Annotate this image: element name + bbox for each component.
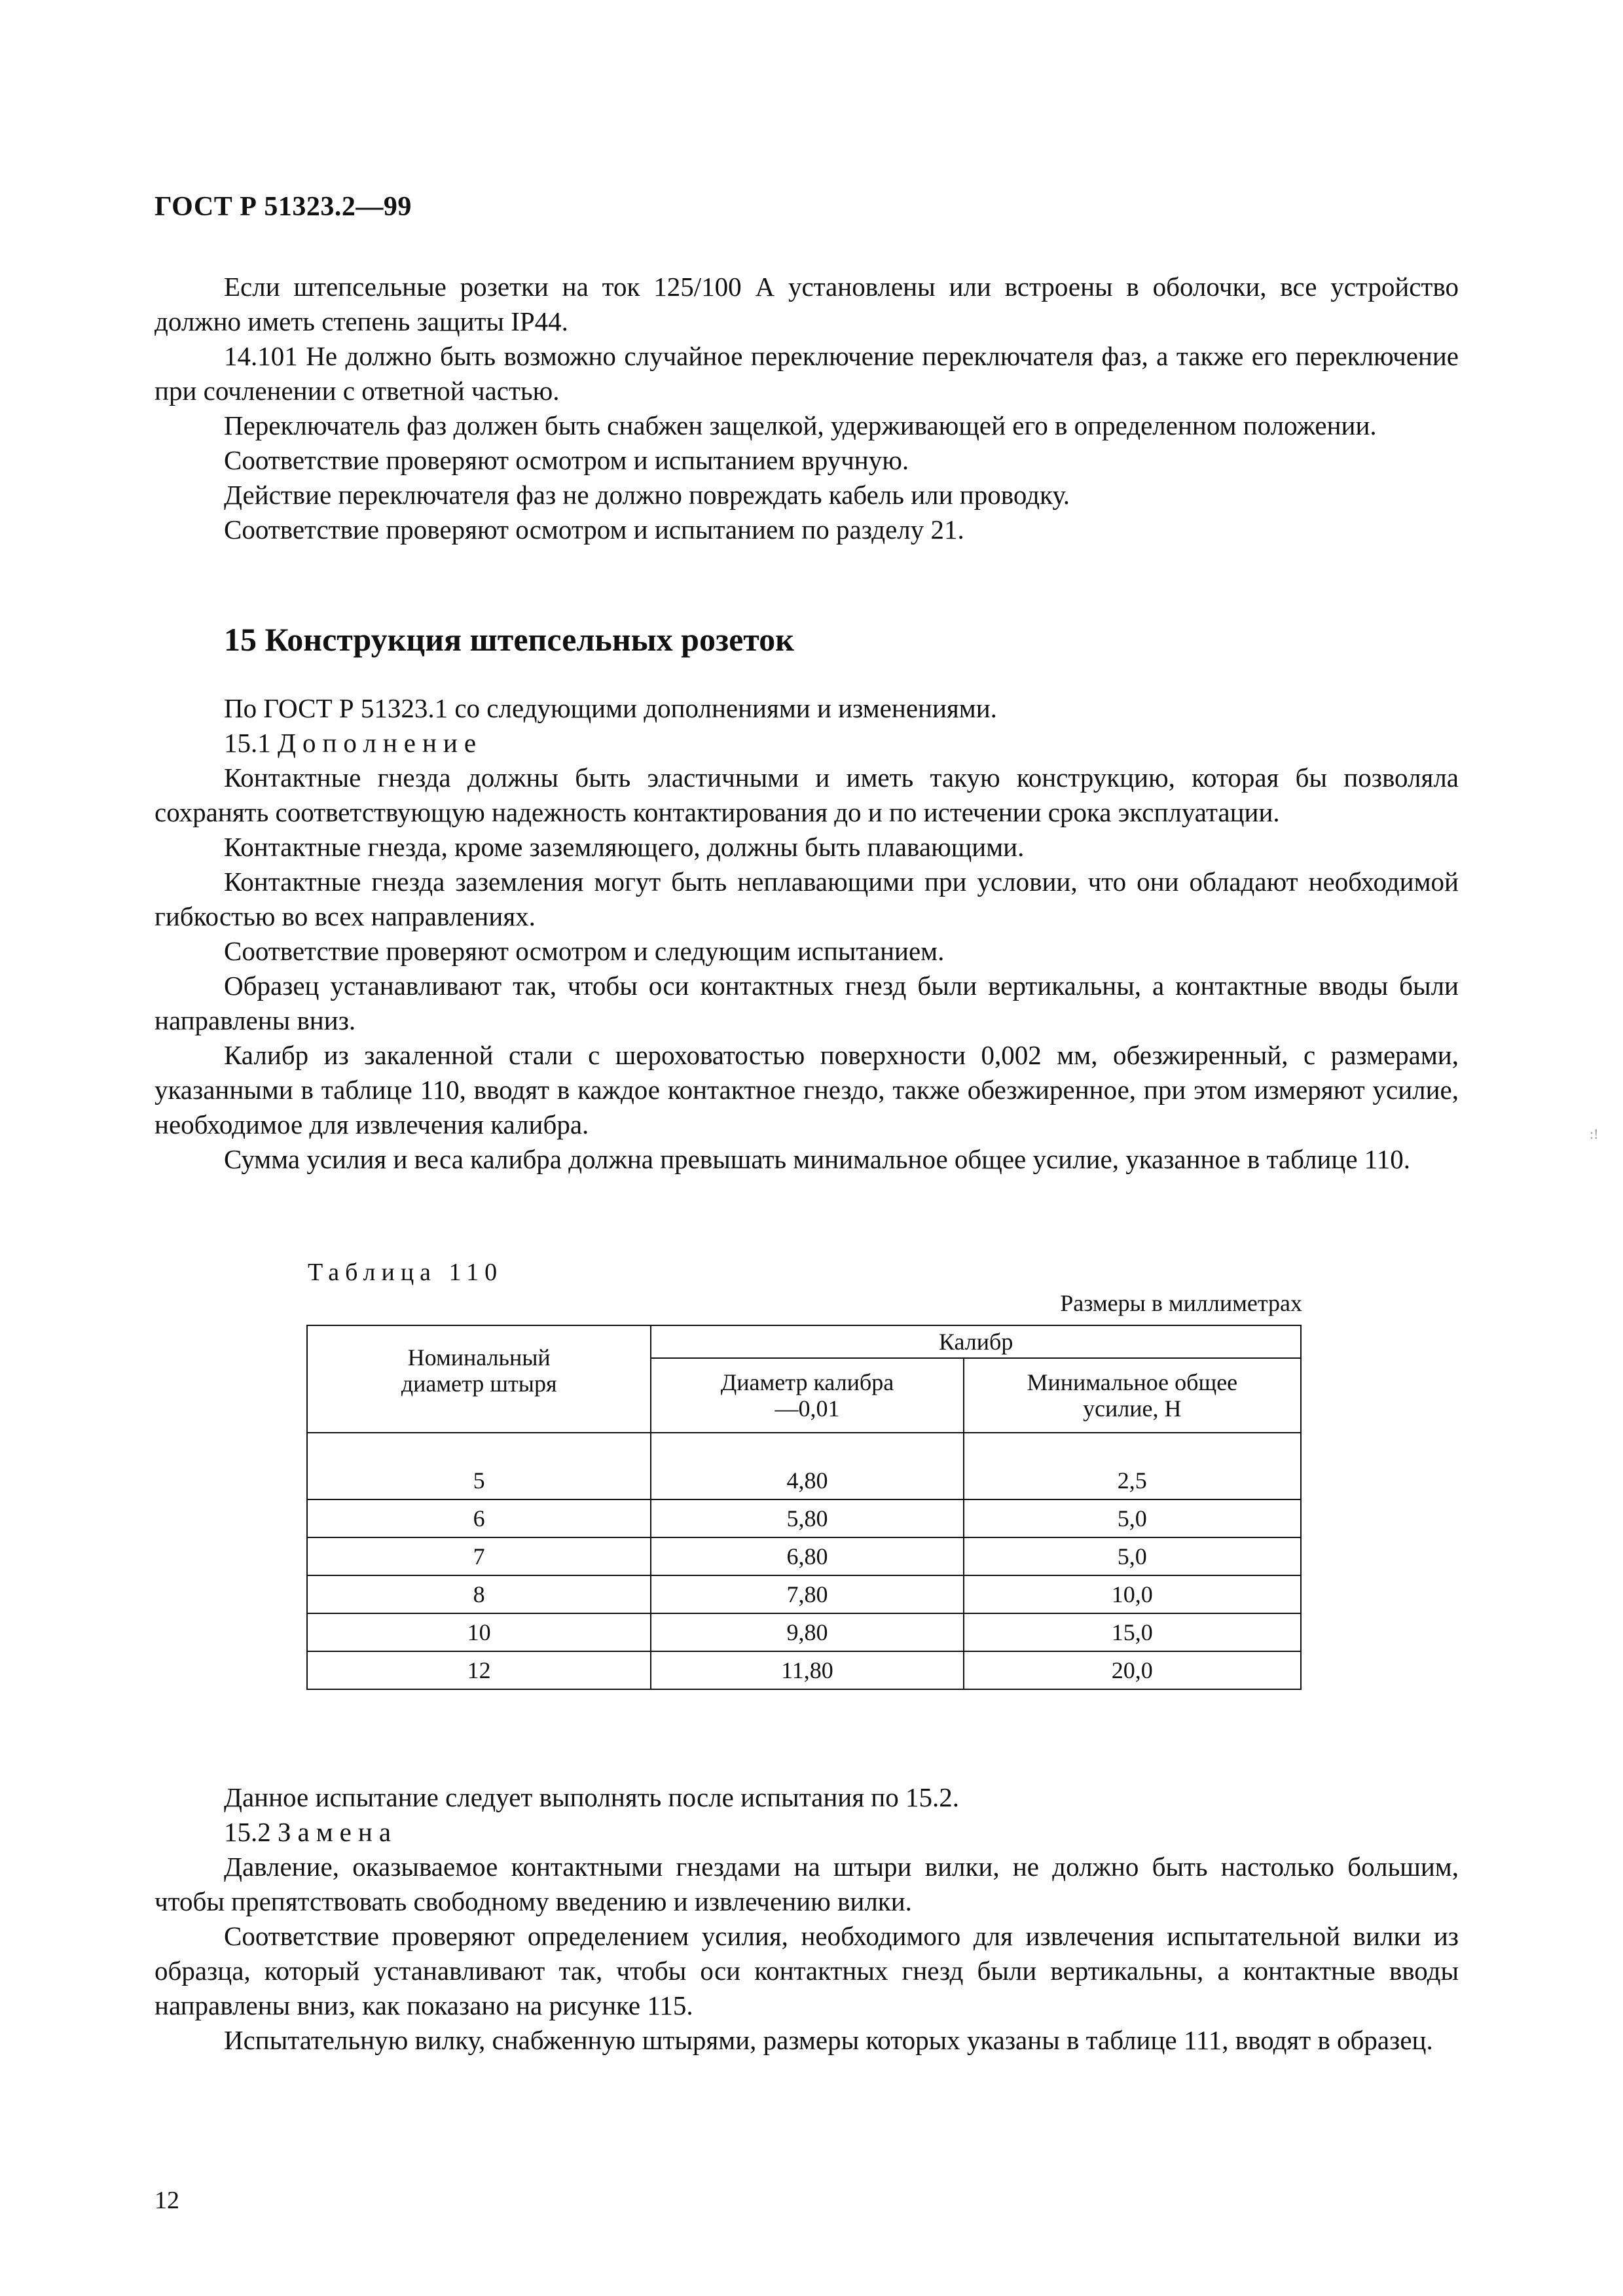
- dimensions-table: [306, 1325, 1302, 1690]
- subsection-number: 15.1: [224, 728, 271, 758]
- document-code-header: ГОСТ Р 51323.2—99: [155, 192, 412, 222]
- cell-nominal-diameter: 10: [307, 1613, 651, 1651]
- scan-margin-mark: :!: [1590, 1126, 1599, 1142]
- cell-nominal-diameter: 12: [307, 1651, 651, 1689]
- cell-min-force: 15,0: [964, 1613, 1301, 1651]
- subsection-number: 15.2: [224, 1817, 271, 1847]
- paragraph: Давление, оказываемое контактными гнездами на штыри вилки, не должно быть настолько большим, чтобы препятствовать свободному введению и извлечению вилки.: [155, 1852, 1459, 1916]
- subsection-type: Дополнение: [278, 728, 483, 758]
- paragraph: Если штепсельные розетки на ток 125/100 А установлены или встроены в оболочки, все устройство должно иметь степень защиты IP44.: [155, 272, 1459, 336]
- cell-min-force: 5,0: [964, 1499, 1301, 1537]
- table-units-note: Размеры в миллиметрах: [1060, 1290, 1302, 1316]
- cell-nominal-diameter: 6: [307, 1499, 651, 1537]
- column-header-nominal-diameter: Номинальный диаметр штыря: [307, 1325, 651, 1433]
- table-caption-word: Таблица: [308, 1259, 437, 1286]
- page-number: 12: [155, 2187, 179, 2214]
- paragraph: Действие переключателя фаз не должно повреждать кабель или проводку.: [224, 480, 1070, 510]
- cell-gauge-diameter: 7,80: [651, 1575, 963, 1613]
- cell-gauge-diameter: 6,80: [651, 1537, 963, 1575]
- paragraph: Контактные гнезда заземления могут быть неплавающими при условии, что они обладают необходимой гибкостью во всех направлениях.: [155, 867, 1459, 931]
- table-row: [307, 1575, 1301, 1613]
- table-row: [307, 1499, 1301, 1537]
- section-heading: 15 Конструкция штепсельных розеток: [224, 621, 794, 658]
- text-block-2: [155, 691, 1459, 1177]
- cell-gauge-diameter: 5,80: [651, 1499, 963, 1537]
- paragraph: Данное испытание следует выполнять после испытания по 15.2.: [224, 1782, 959, 1812]
- cell-min-force: 2,5: [964, 1462, 1301, 1499]
- column-group-header-gauge: Калибр: [651, 1325, 1301, 1358]
- paragraph: Переключатель фаз должен быть снабжен защелкой, удерживающей его в определенном положении.: [224, 410, 1377, 440]
- table-row: [307, 1537, 1301, 1575]
- paragraph: Сумма усилия и веса калибра должна превышать минимальное общее усилие, указанное в таблице 110.: [224, 1144, 1411, 1174]
- cell-nominal-diameter: 5: [307, 1462, 651, 1499]
- paragraph: Соответствие проверяют определением усилия, необходимого для извлечения испытательной вилки из образца, который устанавливают так, чтобы оси контактных гнезд были вертикальны, а контактные вводы направлены вниз, как показано на рисунке 115.: [155, 1921, 1459, 2020]
- paragraph: Соответствие проверяют осмотром и испытанием вручную.: [224, 445, 909, 475]
- cell-gauge-diameter: 4,80: [651, 1462, 963, 1499]
- subsection-heading: [155, 1815, 1459, 1850]
- table-row: [307, 1462, 1301, 1499]
- cell-min-force: 20,0: [964, 1651, 1301, 1689]
- cell-gauge-diameter: 11,80: [651, 1651, 963, 1689]
- paragraph: Контактные гнезда должны быть эластичными и иметь такую конструкцию, которая бы позволяла сохранять соответствующую надежность контактирования до и по истечении срока эксплуатации.: [155, 762, 1459, 827]
- text-block-1: [155, 270, 1459, 547]
- cell-gauge-diameter: 9,80: [651, 1613, 963, 1651]
- table-caption-number: 110: [448, 1259, 503, 1286]
- text-block-3: [155, 1780, 1459, 2058]
- paragraph: Образец устанавливают так, чтобы оси контактных гнезд были вертикальны, а контактные вводы были направлены вниз.: [155, 971, 1459, 1035]
- cell-min-force: 10,0: [964, 1575, 1301, 1613]
- table-spacer-row: [307, 1433, 1301, 1462]
- cell-min-force: 5,0: [964, 1537, 1301, 1575]
- paragraph: Соответствие проверяют осмотром и следующим испытанием.: [224, 936, 945, 966]
- paragraph: 14.101 Не должно быть возможно случайное переключение переключателя фаз, а также его переключение при сочленении с ответной частью.: [155, 341, 1459, 406]
- paragraph: По ГОСТ Р 51323.1 со следующими дополнениями и изменениями.: [224, 693, 997, 723]
- paragraph: Соответствие проверяют осмотром и испытанием по разделу 21.: [224, 514, 964, 545]
- table-row: [307, 1651, 1301, 1689]
- table-row: [307, 1613, 1301, 1651]
- cell-nominal-diameter: 8: [307, 1575, 651, 1613]
- paragraph: Контактные гнезда, кроме заземляющего, должны быть плавающими.: [224, 832, 1025, 862]
- column-header-gauge-diameter: Диаметр калибра —0,01: [651, 1358, 963, 1433]
- paragraph: Калибр из закаленной стали с шероховатостью поверхности 0,002 мм, обезжиренный, с размерами, указанными в таблице 110, вводят в каждое контактное гнездо, также обезжиренное, при этом измеряют усилие, необходимое для извлечения калибра.: [155, 1040, 1459, 1139]
- paragraph: Испытательную вилку, снабженную штырями, размеры которых указаны в таблице 111, вводят в образец.: [224, 2025, 1433, 2055]
- column-header-min-force: Минимальное общее усилие, Н: [964, 1358, 1301, 1433]
- cell-nominal-diameter: 7: [307, 1537, 651, 1575]
- table-caption: [308, 1258, 503, 1287]
- subsection-heading: [155, 726, 1459, 761]
- subsection-type: Замена: [278, 1817, 398, 1847]
